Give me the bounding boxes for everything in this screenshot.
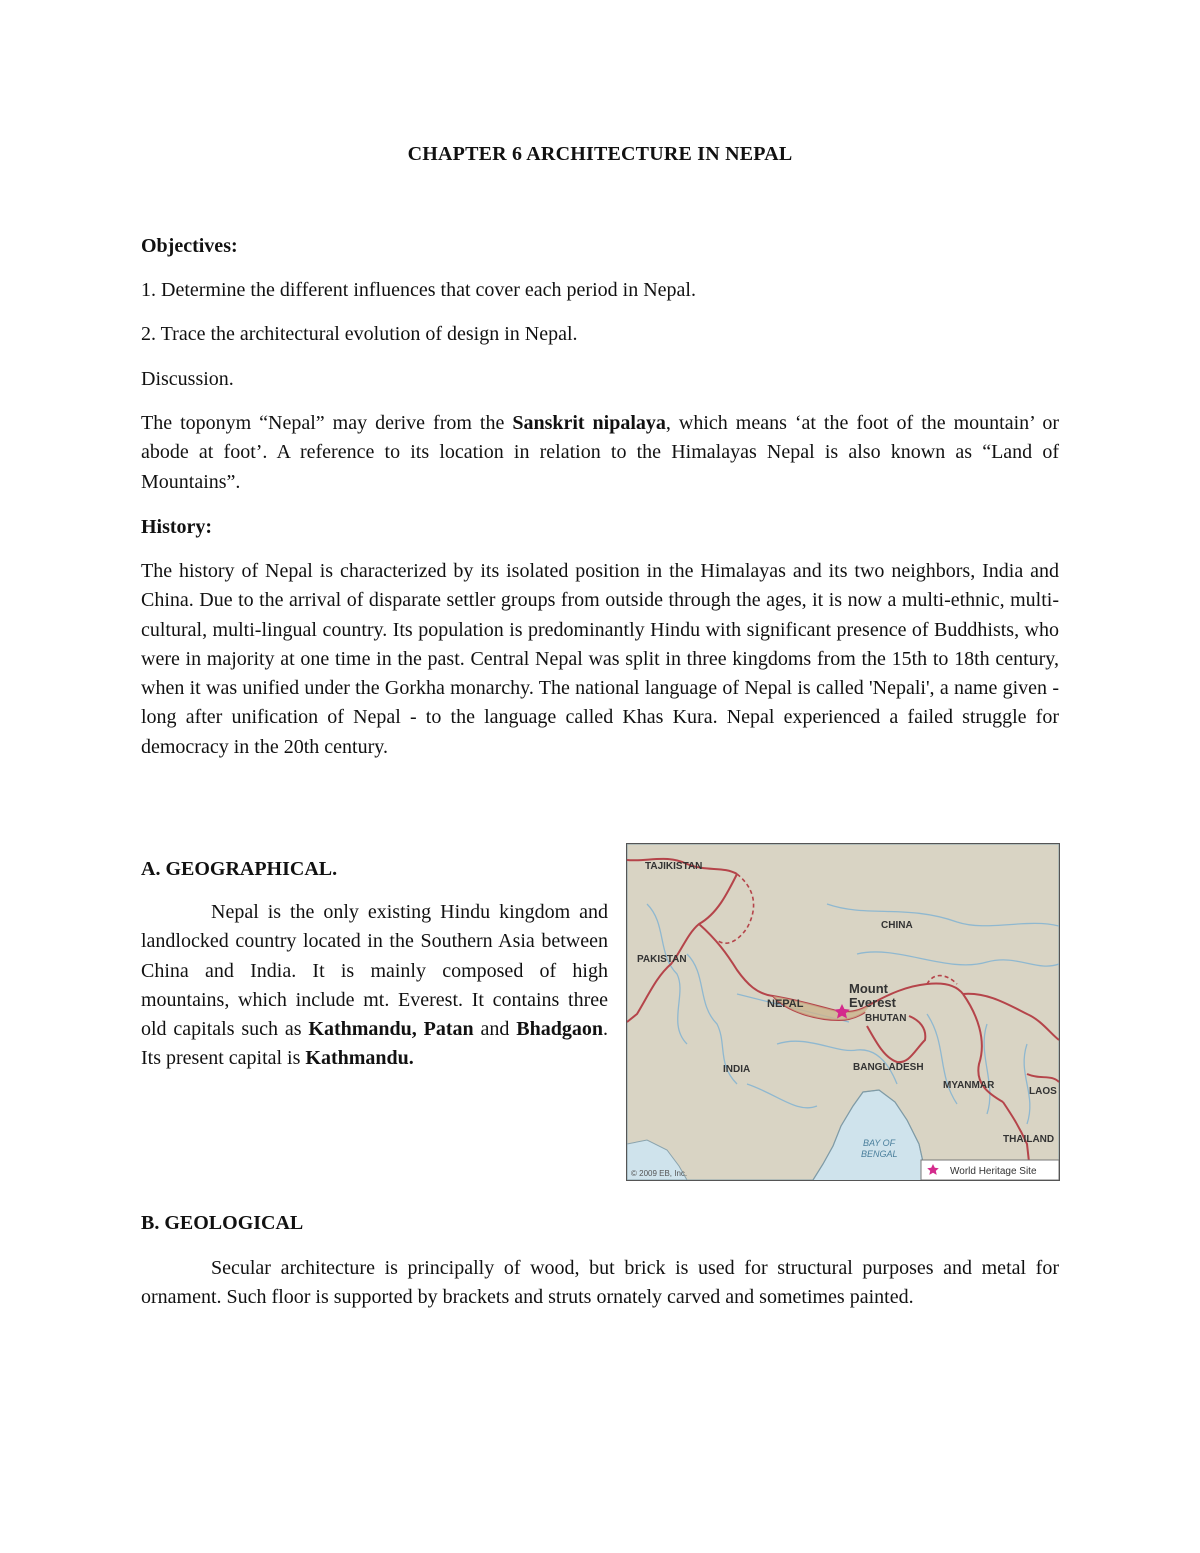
history-paragraph: The history of Nepal is characterized by its isolated position in the Himalayas and its two neighbors, India and China. Due to the arrival of disparate settler groups from outside through the ages, it is now a multi-ethnic, multi-cultural, multi-lingual country. Its population is predominantly Hindu with significant presence of Buddhists, who were in majority at one time in the past. Central Nepal was split in three kingdoms from the 15th to 18th century, when it was unified under the Gorkha monarchy. The national language of Nepal is called 'Nepali', a name given - long after unification of Nepal - to the language called Khas Kura. Nepal experienced a failed struggle for democracy in the 20th century.	[141, 560, 1059, 758]
geographical-text-end: . Its present capital is	[141, 1018, 608, 1070]
objectives-heading: Objectives:	[141, 235, 238, 257]
map-label-laos: LAOS	[1029, 1086, 1057, 1097]
chapter-title: CHAPTER 6 ARCHITECTURE IN NEPAL	[407, 143, 793, 165]
map-label-myanmar: MYANMAR	[943, 1080, 995, 1091]
map-label-thailand: THAILAND	[1003, 1134, 1055, 1145]
map-label-tajikistan: TAJIKISTAN	[645, 861, 703, 872]
map-label-india: INDIA	[723, 1064, 751, 1075]
map-label-bhutan: BHUTAN	[865, 1013, 907, 1024]
geographical-text-start: Nepal is the only existing Hindu kingdom and landlocked country located in the Southern Asia between China and India. It is mainly composed of high mountains, which include mt. Everest. It contains three old capitals such as	[141, 901, 608, 1041]
map-label-everest: Everest	[849, 995, 896, 1010]
map-label-china: CHINA	[881, 920, 913, 931]
map-label-nepal: NEPAL	[767, 998, 804, 1010]
separator: and	[473, 1018, 517, 1041]
toponym-text-end: , which means ‘at the foot of the mountain’ or abode at foot’. A reference to its location in relation to the Himalayas Nepal is also known as “Land of Mountains”.	[141, 412, 1059, 493]
map-copyright: © 2009 EB, Inc.	[631, 1169, 688, 1178]
map-graphic	[627, 844, 1059, 1180]
discussion-label: Discussion.	[141, 368, 234, 390]
geological-heading: B. GEOLOGICAL	[141, 1212, 304, 1234]
geological-paragraph: Secular architecture is principally of wood, but brick is used for structural purposes and metal for ornament. Such floor is supported by brackets and struts ornately carved and sometimes painted.	[141, 1257, 1059, 1309]
map-label-bengal: BENGAL	[861, 1149, 898, 1159]
objective-item-2: 2. Trace the architectural evolution of design in Nepal.	[141, 323, 578, 345]
separator	[417, 1018, 424, 1040]
capital-kathmandu: Kathmandu,	[308, 1018, 417, 1041]
history-heading: History:	[141, 516, 213, 538]
geographical-paragraph	[141, 898, 608, 1074]
map-label-pakistan: PAKISTAN	[637, 954, 687, 965]
map-legend-label: World Heritage Site	[950, 1166, 1037, 1177]
map-label-bangladesh: BANGLADESH	[853, 1062, 924, 1073]
south-asia-map	[626, 843, 1060, 1181]
present-capital: Kathmandu.	[305, 1047, 414, 1070]
objective-item-1: 1. Determine the different influences that cover each period in Nepal.	[141, 279, 696, 301]
map-label-bay: BAY OF	[863, 1138, 896, 1148]
geographical-heading: A. GEOGRAPHICAL.	[141, 858, 338, 880]
map-label-mount: Mount	[849, 981, 888, 996]
sanskrit-term: Sanskrit nipalaya	[512, 412, 666, 434]
capital-patan: Patan	[423, 1018, 474, 1041]
toponym-text-start: The toponym “Nepal” may derive from the	[141, 412, 513, 434]
capital-bhadgaon: Bhadgaon	[516, 1018, 603, 1041]
toponym-paragraph	[141, 409, 1059, 497]
